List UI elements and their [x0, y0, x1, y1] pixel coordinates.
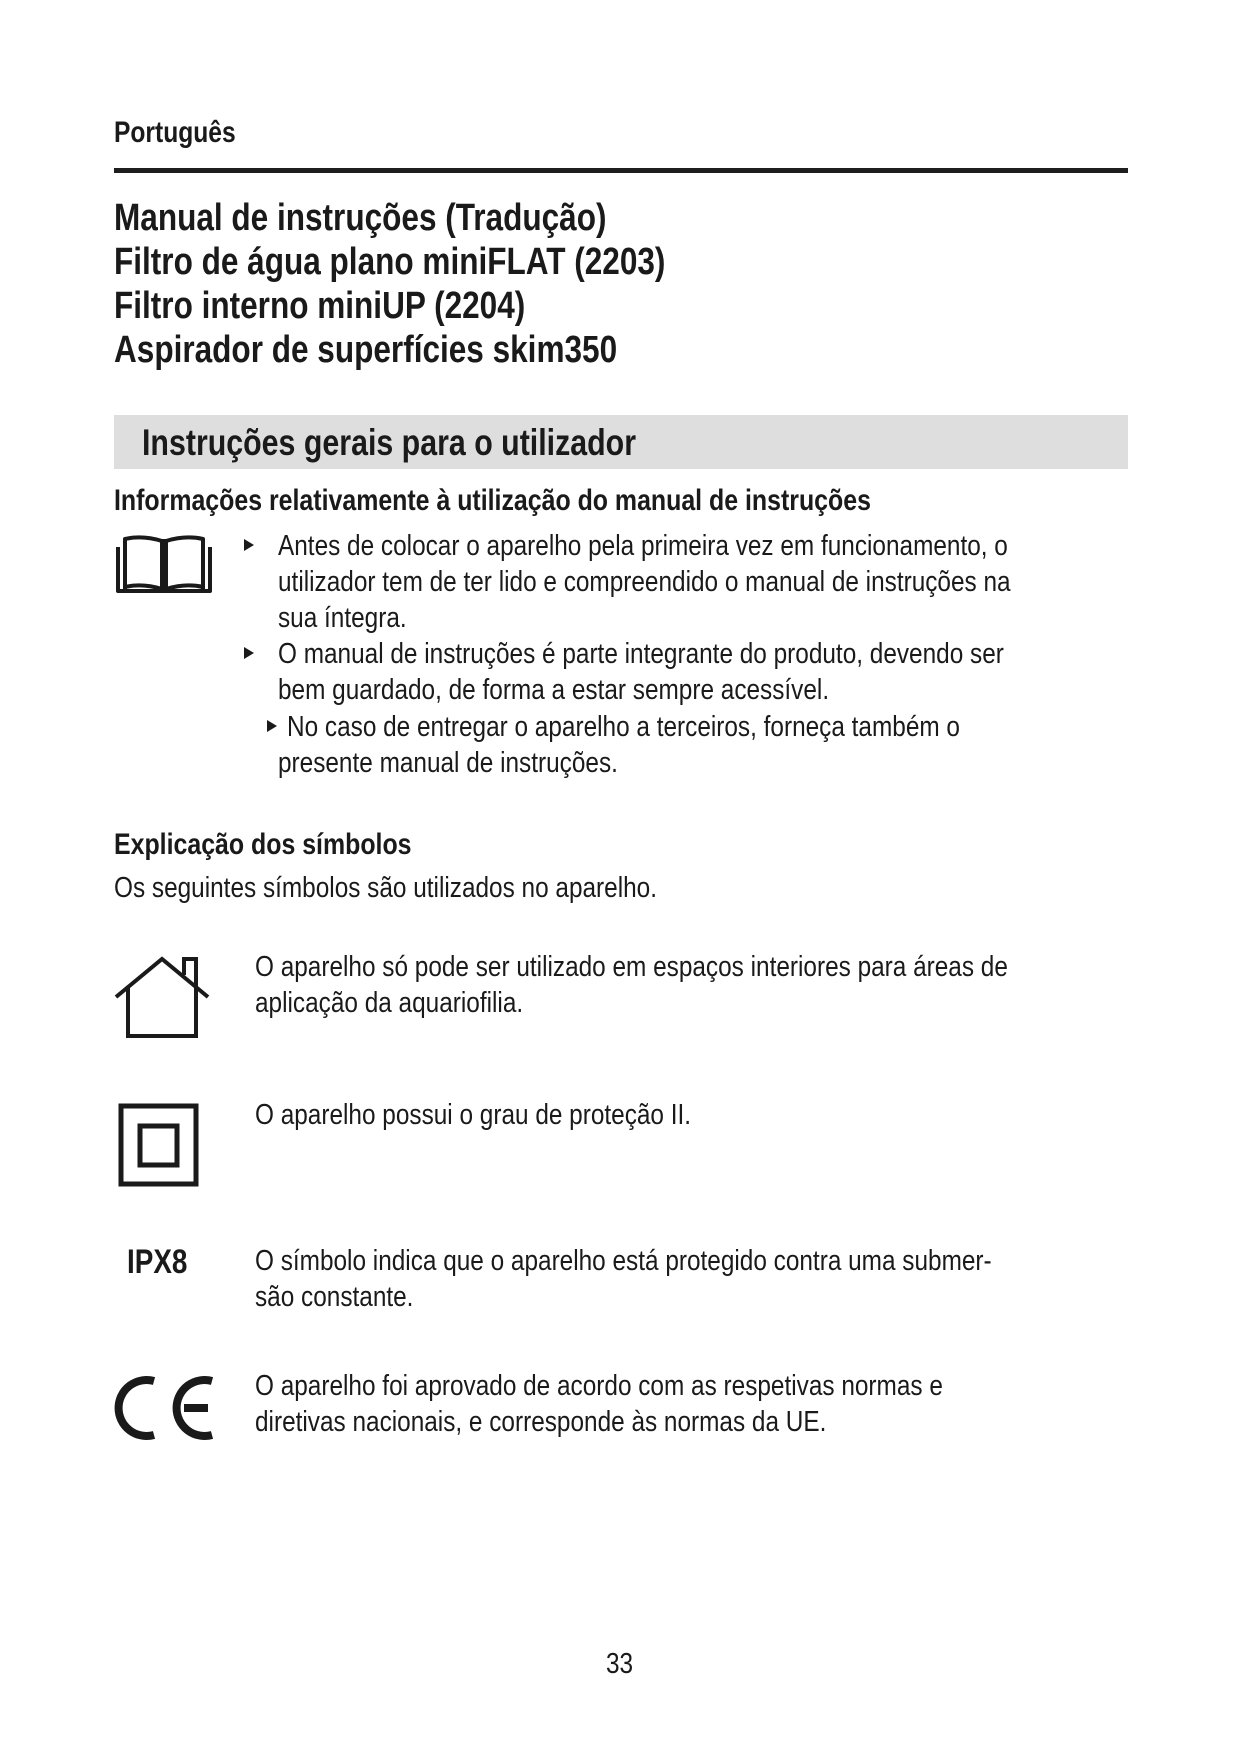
ipx8-label: IPX8: [127, 1243, 188, 1281]
bullet-marker: [244, 539, 254, 551]
title-line: Manual de instruções (Tradução): [114, 197, 607, 239]
document-title: [114, 196, 778, 372]
usage-bullet: O manual de instruções é parte integrante do produto, devendo ser bem guardado, de forma a estar sempre acessível.: [278, 638, 1004, 706]
bullet-marker: [267, 720, 277, 732]
title-line: Filtro interno miniUP (2204): [114, 285, 526, 327]
page-number: 33: [606, 1648, 634, 1680]
bullet-marker: [244, 647, 254, 659]
title-line: Filtro de água plano miniFLAT (2203): [114, 241, 666, 283]
usage-bullet: No caso de entregar o aparelho a terceiros, forneça também o: [287, 711, 960, 743]
book-icon: [112, 533, 216, 599]
symbol-description: O aparelho possui o grau de proteção II.: [255, 1099, 692, 1131]
header-rule: [114, 168, 1128, 173]
house-icon: [112, 955, 212, 1040]
symbols-heading: Explicação dos símbolos: [114, 828, 412, 861]
ce-mark-icon: [112, 1373, 218, 1443]
symbol-description: O aparelho foi aprovado de acordo com as respetivas normas e diretivas nacionais, e corresponde às normas da UE.: [255, 1370, 943, 1438]
usage-bullet: Antes de colocar o aparelho pela primeira vez em funcionamento, o utilizador tem de ter lido e compreendido o manual de instruções na sua íntegra.: [278, 530, 1011, 634]
title-line: Aspirador de superfícies skim350: [114, 329, 618, 371]
symbols-intro: Os seguintes símbolos são utilizados no aparelho.: [114, 872, 658, 904]
language-label: Português: [114, 116, 236, 149]
symbol-description: O símbolo indica que o aparelho está protegido contra uma submer- são constante.: [255, 1245, 992, 1313]
section-heading: Instruções gerais para o utilizador: [142, 422, 637, 463]
symbol-description: O aparelho só pode ser utilizado em espaços interiores para áreas de aplicação da aquariofilia.: [255, 951, 1008, 1019]
usage-bullet-continuation: presente manual de instruções.: [278, 747, 618, 779]
usage-info-heading: Informações relativamente à utilização do manual de instruções: [114, 484, 871, 517]
section-heading-band: [114, 415, 1128, 469]
double-square-icon: [112, 1103, 202, 1189]
